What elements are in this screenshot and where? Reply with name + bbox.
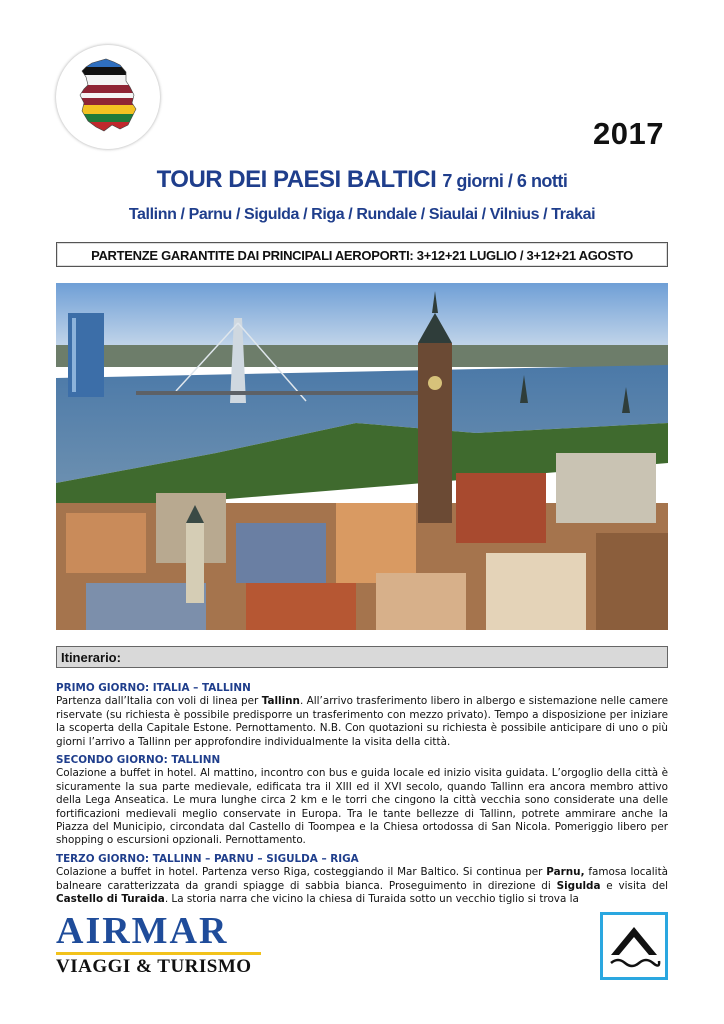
day-3-bold-b: Sigulda: [556, 879, 601, 892]
departures-box: PARTENZE GARANTITE DAI PRINCIPALI AEROPORTI: 3+12+21 LUGLIO / 3+12+21 AGOSTO: [56, 242, 668, 267]
day-3-text-d: . La storia narra che vicino la chiesa di Turaida sotto un vecchio tiglio si trova la: [164, 893, 579, 906]
day-1-bold-a: Tallinn: [261, 695, 300, 708]
airmar-tagline: VIAGGI & TURISMO: [56, 956, 252, 977]
day-2-heading: SECONDO GIORNO: TALLINN: [56, 754, 221, 767]
day-2-description: Colazione a buffet in hotel. Al mattino, incontro con bus e guida locale ed inizio visita guidata. L’orgoglio della città è sicuramente la sua parte medievale, edificata tra il XIII ed il XVI secolo, quando Tallinn era ancora membro attivo della Lega Anseatica. Le mura lunghe circa 2 km e le torri che cingono la città vecchia sono considerate una delle fortificazioni medievali meglio conservate in Europa. Tra le tante bellezze di Tallinn, potrete ammirare anche la Piazza del Municipio, circondata dal Castello di Toompea e la Chiesa ortodossa di San Nicola. Pomeriggio libero per shopping o escursioni opzionali. Pernottamento.: [56, 767, 668, 847]
day-1-text-a: Partenza dall’Italia con voli di linea per: [56, 695, 262, 708]
title-duration: 7 giorni / 6 notti: [442, 171, 568, 191]
day-3-text-b: famosa località balneare caratterizzata da grandi spiagge di sabbia bianca. Proseguimento in direzione di: [56, 866, 669, 892]
day-3-text-c: e visita del: [600, 879, 668, 892]
day-1-text-b: . All’arrivo trasferimento libero in albergo e sistemazione nelle camere riservate (su richiesta è possibile predisporre un trasferimento con mezzo privato). Tempo a disposizione per iniziare la scoperta della Capitale Estone. Pernottamento. N.B. Con quotazioni su richiesta è possibile anticipare di uno o più giorni l’arrivo a Tallinn per approfondire individualmente la visita della città.: [56, 695, 668, 748]
itinerary-text: [56, 680, 668, 907]
mountain-wave-icon: [600, 912, 668, 980]
airmar-brand: AIRMAR: [56, 910, 229, 952]
baltic-map-icon: [56, 45, 160, 149]
baltic-flags-logo: [56, 45, 160, 149]
day-3-bold-a: Parnu,: [546, 866, 585, 879]
day-1-heading: PRIMO GIORNO: ITALIA – TALLINN: [56, 682, 251, 694]
day-3-bold-c: Castello di Turaida: [56, 893, 165, 906]
itinerary-label: Itinerario:: [56, 646, 668, 668]
airmar-logo: [56, 912, 266, 982]
day-3-description: [56, 866, 668, 906]
title-main: TOUR DEI PAESI BALTICI: [156, 166, 437, 193]
day-1-description: [56, 695, 668, 749]
route-subtitle: Tallinn / Parnu / Sigulda / Riga / Rundale / Siaulai / Vilnius / Trakai: [128, 206, 596, 223]
day-3-heading: TERZO GIORNO: TALLINN – PARNU – SIGULDA – RIGA: [56, 852, 359, 865]
page-title: [0, 166, 724, 194]
day-3-text-a: Colazione a buffet in hotel. Partenza verso Riga, costeggiando il Mar Baltico. Si continua per: [56, 866, 547, 879]
year-label: 2017: [593, 116, 664, 151]
riga-panorama-image: [56, 283, 668, 630]
